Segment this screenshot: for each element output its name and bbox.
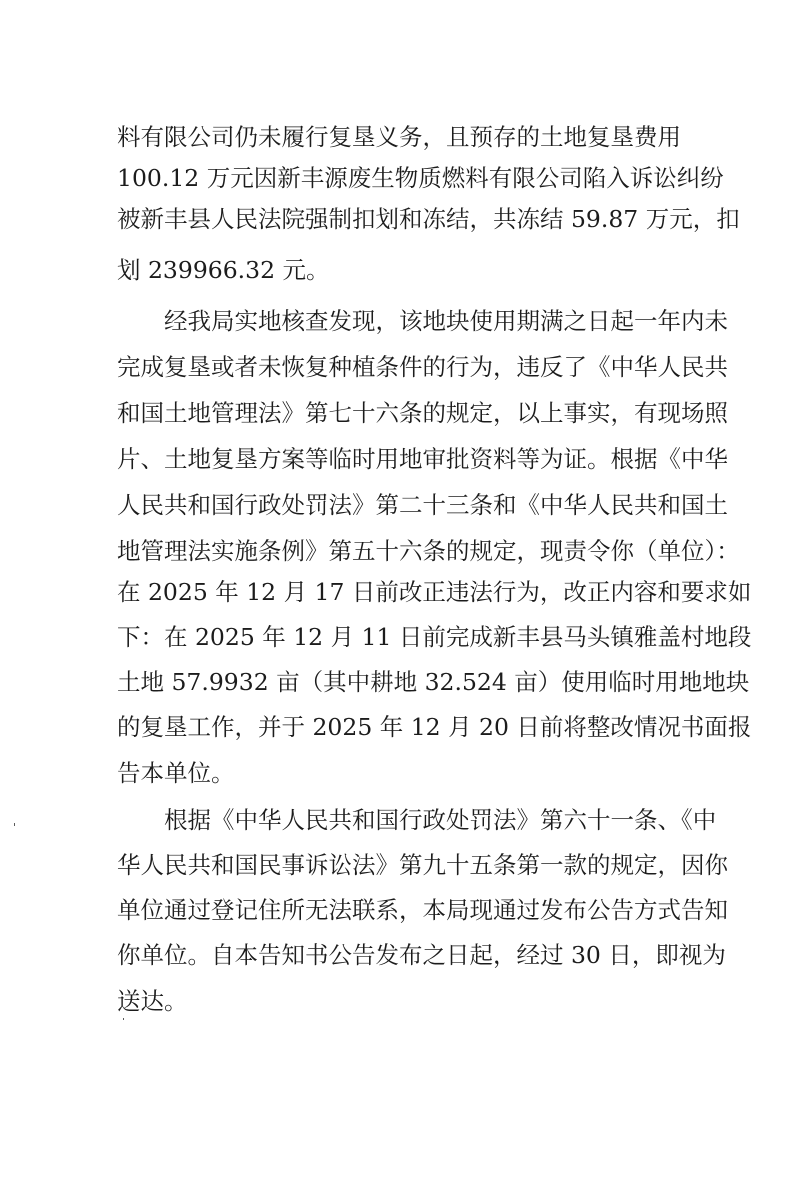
paragraph-3-line-1: 根据《中华人民共和国行政处罚法》第六十一条、《中 (117, 806, 717, 834)
body-line-4: 划 239966.32 元。 (117, 256, 330, 284)
paragraph-2-line-10: 的复垦工作，并于 2025 年 12 月 20 日前将整改情况书面报 (117, 713, 752, 741)
body-line-3: 被新丰县人民法院强制扣划和冻结，共冻结 59.87 万元，扣 (117, 205, 740, 233)
paragraph-2-line-11: 告本单位。 (117, 759, 235, 787)
scan-speck (14, 823, 15, 826)
paragraph-2-line-1: 经我局实地核查发现，该地块使用期满之日起一年内未 (117, 307, 728, 335)
paragraph-3-line-4: 你单位。自本告知书公告发布之日起，经过 30 日，即视为 (117, 941, 726, 969)
paragraph-2-line-3: 和国土地管理法》第七十六条的规定，以上事实，有现场照 (117, 399, 728, 427)
scan-speck (123, 1018, 124, 1020)
paragraph-3-line-3: 单位通过登记住所无法联系，本局现通过发布公告方式告知 (117, 896, 728, 924)
body-line-1: 料有限公司仍未履行复垦义务，且预存的土地复垦费用 (117, 123, 681, 151)
paragraph-2-line-6: 地管理法实施条例》第五十六条的规定，现责令你（单位）： (117, 537, 740, 565)
body-line-2: 100.12 万元因新丰源废生物质燃料有限公司陷入诉讼纠纷 (117, 164, 724, 192)
paragraph-2-line-2: 完成复垦或者未恢复种植条件的行为，违反了《中华人民共 (117, 353, 728, 381)
paragraph-2-line-7: 在 2025 年 12 月 17 日前改正违法行为，改正内容和要求如 (117, 578, 752, 606)
paragraph-2-line-9: 土地 57.9932 亩（其中耕地 32.524 亩）使用临时用地地块 (117, 668, 750, 696)
paragraph-2-line-8: 下：在 2025 年 12 月 11 日前完成新丰县马头镇雅盖村地段 (117, 623, 752, 651)
paragraph-2-line-4: 片、土地复垦方案等临时用地审批资料等为证。根据《中华 (117, 445, 728, 473)
paragraph-3-line-5: 送达。 (117, 987, 188, 1015)
paragraph-2-line-5: 人民共和国行政处罚法》第二十三条和《中华人民共和国土 (117, 491, 728, 519)
paragraph-3-line-2: 华人民共和国民事诉讼法》第九十五条第一款的规定，因你 (117, 851, 728, 879)
